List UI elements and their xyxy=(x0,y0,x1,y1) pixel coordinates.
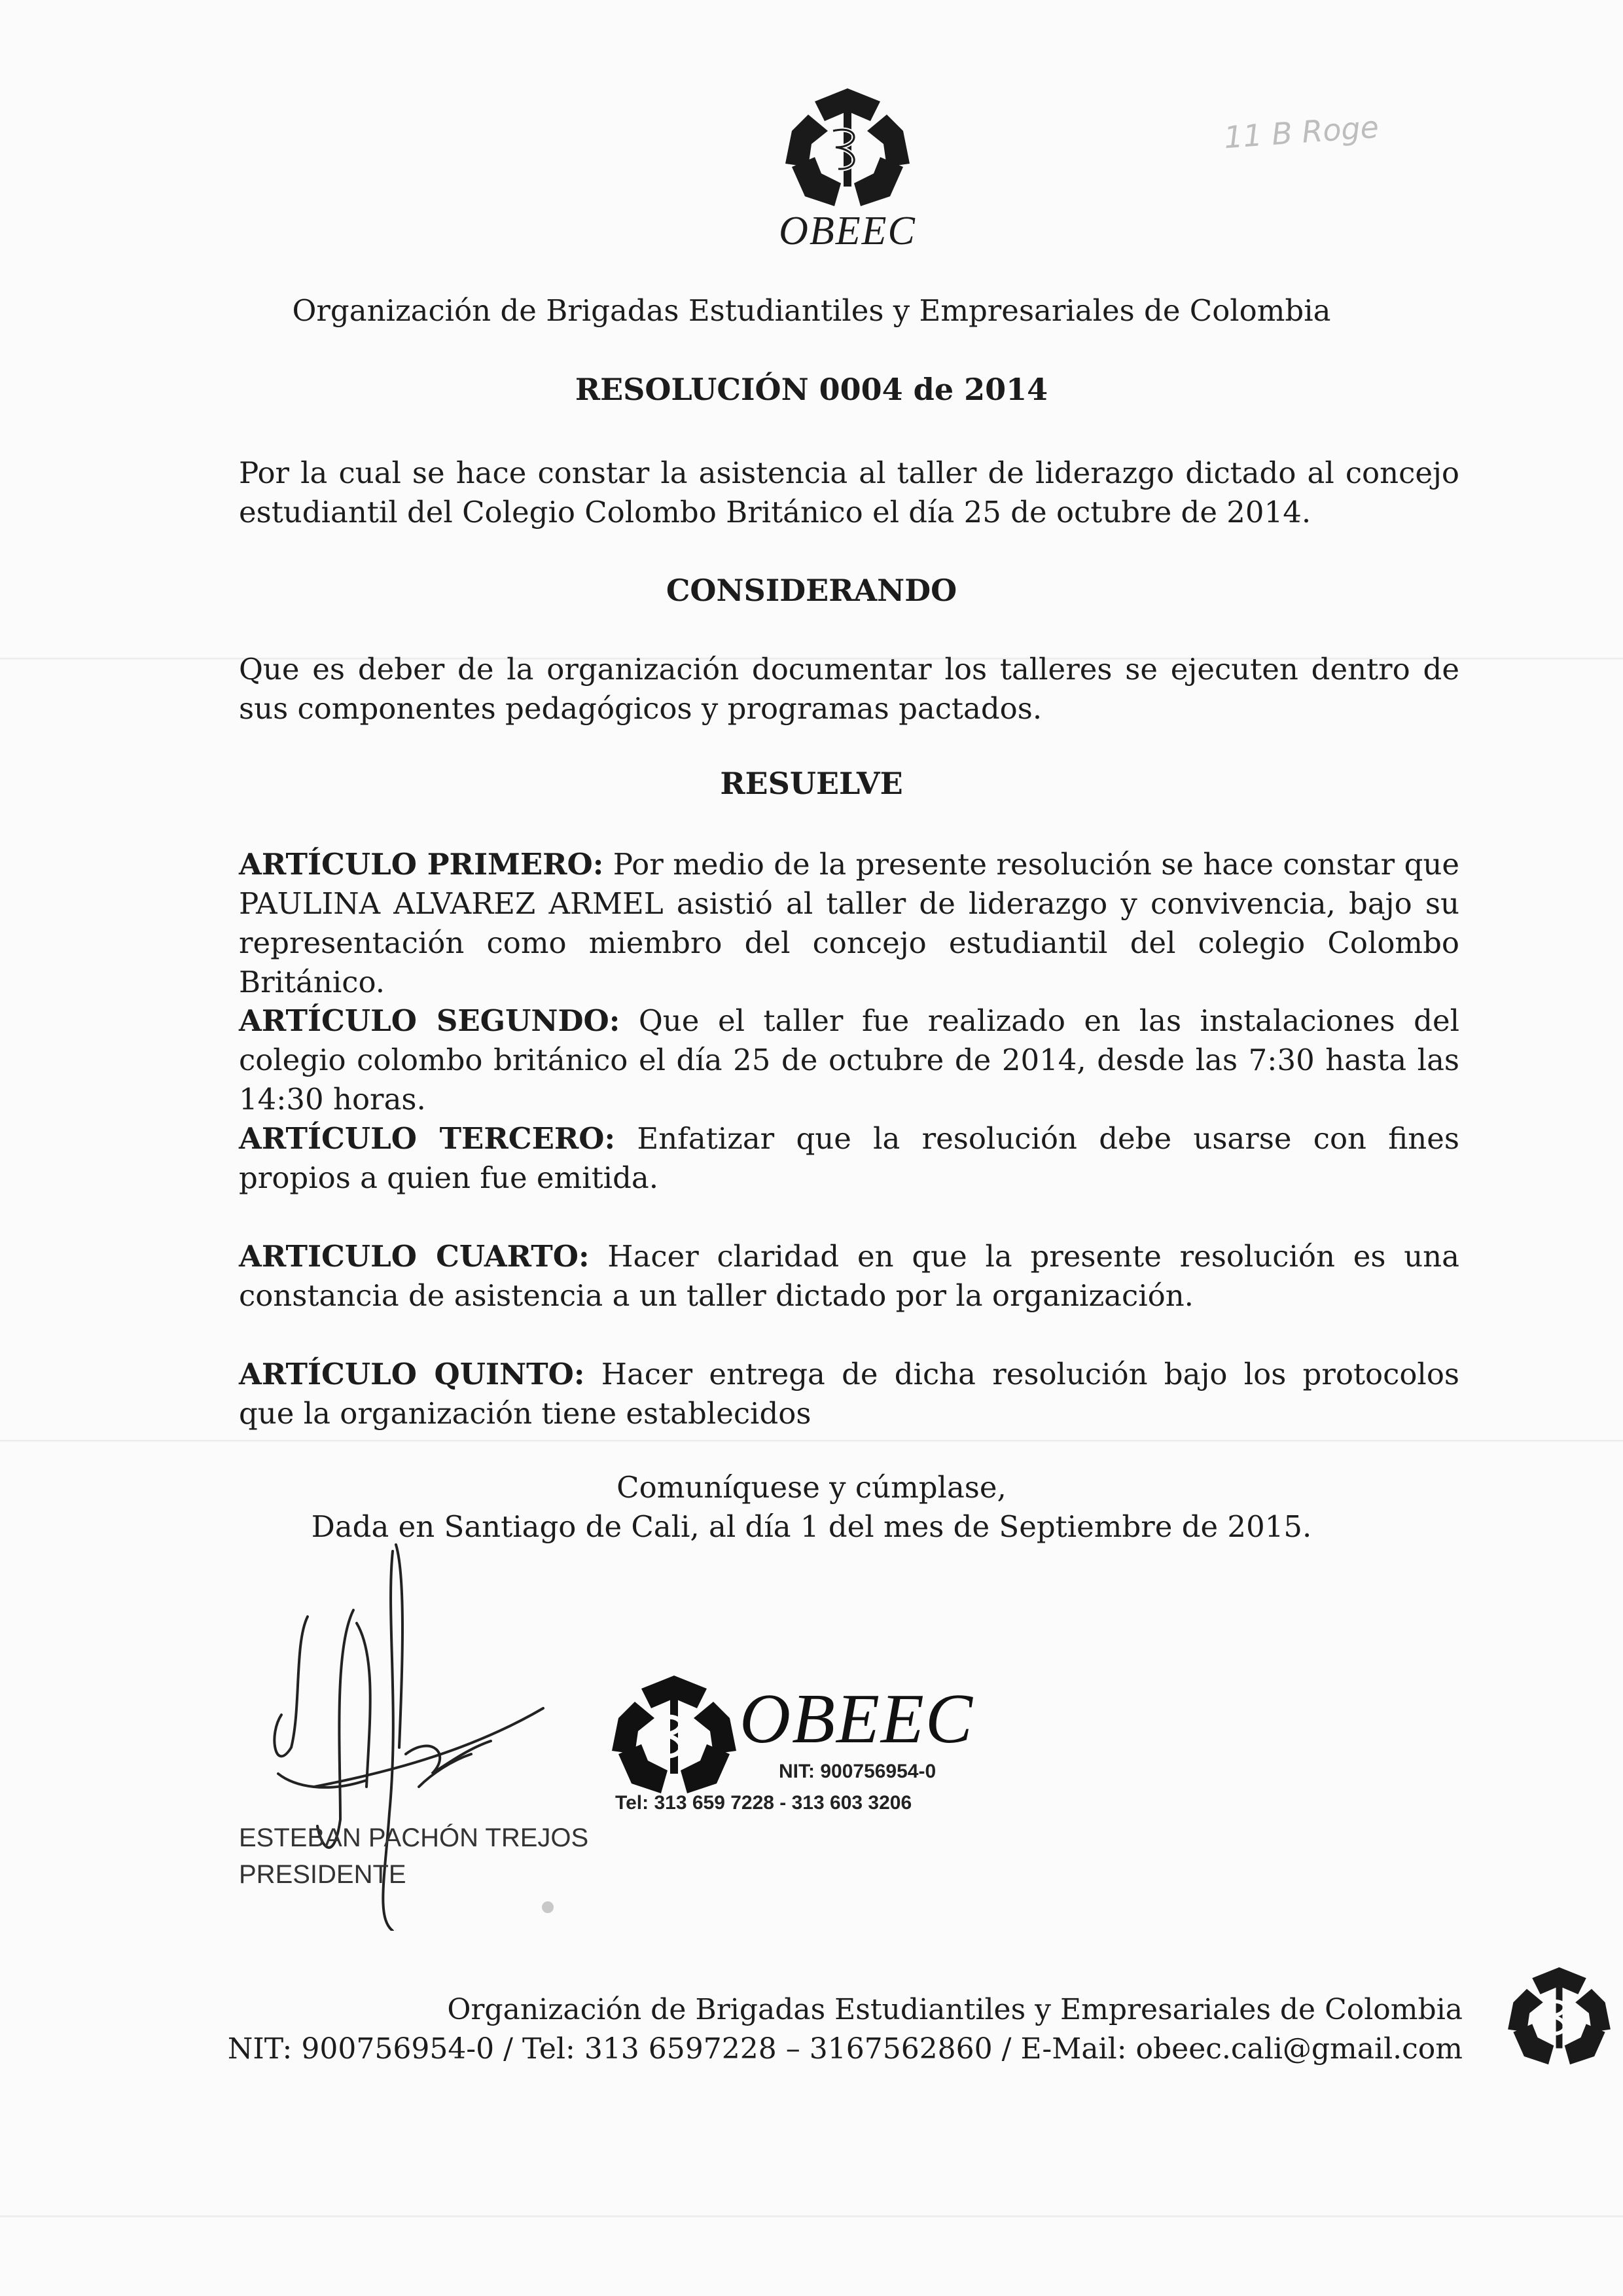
considerando-heading: CONSIDERANDO xyxy=(666,573,957,608)
article-text: Hacer claridad en que la presente resolución es una constancia de asistencia a un taller dictado por la organización. xyxy=(239,1239,1459,1313)
closing-line-1: Comuníquese y cúmplase, xyxy=(616,1470,1007,1505)
article-text: Que el taller fue realizado en las instalaciones del colegio colombo británico el día 25 de octubre de 2014, desde las 7:30 hasta las 14:30 horas. xyxy=(239,1003,1460,1117)
stamp-nit: NIT: 900756954-0 xyxy=(779,1761,936,1782)
stamp-logo-icon xyxy=(609,1672,740,1797)
paper-mark xyxy=(542,1901,554,1913)
article-primero xyxy=(239,845,1459,1002)
stamp-tel: Tel: 313 659 7228 - 313 603 3206 xyxy=(615,1792,912,1814)
signer-role: PRESIDENTE xyxy=(239,1860,406,1889)
organization-title: Organización de Brigadas Estudiantiles y Empresariales de Colombia xyxy=(292,293,1331,328)
footer-contact: NIT: 900756954-0 / Tel: 313 6597228 – 3167562860 / E-Mail: obeec.cali@gmail.com xyxy=(227,2032,1463,2066)
closing-line-2: Dada en Santiago de Cali, al día 1 del mes de Septiembre de 2015. xyxy=(311,1509,1312,1544)
resuelve-heading: RESUELVE xyxy=(720,766,903,801)
footer-organization: Organización de Brigadas Estudiantiles y Empresariales de Colombia xyxy=(447,1993,1463,2026)
article-label: ARTICULO CUARTO: xyxy=(239,1239,590,1274)
signer-name: ESTEBAN PACHÓN TREJOS xyxy=(239,1823,589,1852)
article-text: Por medio de la presente resolución se hace constar que PAULINA ALVAREZ ARMEL asistió al taller de liderazgo y convivencia, bajo su representación como miembro del concejo estudiantil del colegio Colombo Británico. xyxy=(239,847,1459,999)
intro-paragraph: Por la cual se hace constar la asistencia al taller de liderazgo dictado al concejo estudiantil del Colegio Colombo Británico el día 25 de octubre de 2014. xyxy=(239,456,1459,529)
resolution-title: RESOLUCIÓN 0004 de 2014 xyxy=(575,372,1048,407)
article-label: ARTÍCULO SEGUNDO: xyxy=(239,1003,620,1038)
signer-block xyxy=(239,1820,588,1893)
considerando-paragraph: Que es deber de la organización documentar los talleres se ejecuten dentro de sus componentes pedagógicos y programas pactados. xyxy=(239,652,1459,726)
article-label: ARTÍCULO QUINTO: xyxy=(239,1357,585,1391)
obeec-logo-icon xyxy=(782,85,913,209)
paper-fold xyxy=(0,1440,1623,1442)
article-cuarto xyxy=(239,1237,1459,1316)
article-label: ARTÍCULO PRIMERO: xyxy=(239,847,604,882)
article-label: ARTÍCULO TERCERO: xyxy=(239,1121,616,1156)
article-tercero xyxy=(239,1119,1459,1198)
stamp-name: OBEEC xyxy=(740,1680,974,1758)
article-segundo xyxy=(239,1001,1459,1119)
footer-logo-icon xyxy=(1505,1964,1613,2068)
paper-fold xyxy=(0,2215,1623,2217)
article-text: Hacer entrega de dicha resolución bajo los protocolos que la organización tiene establecidos xyxy=(239,1357,1460,1431)
article-quinto xyxy=(239,1355,1459,1433)
handwritten-note: 11 B Roge xyxy=(1222,109,1380,156)
article-text: Enfatizar que la resolución debe usarse con fines propios a quien fue emitida. xyxy=(239,1121,1459,1195)
logo-name: OBEEC xyxy=(779,209,916,253)
